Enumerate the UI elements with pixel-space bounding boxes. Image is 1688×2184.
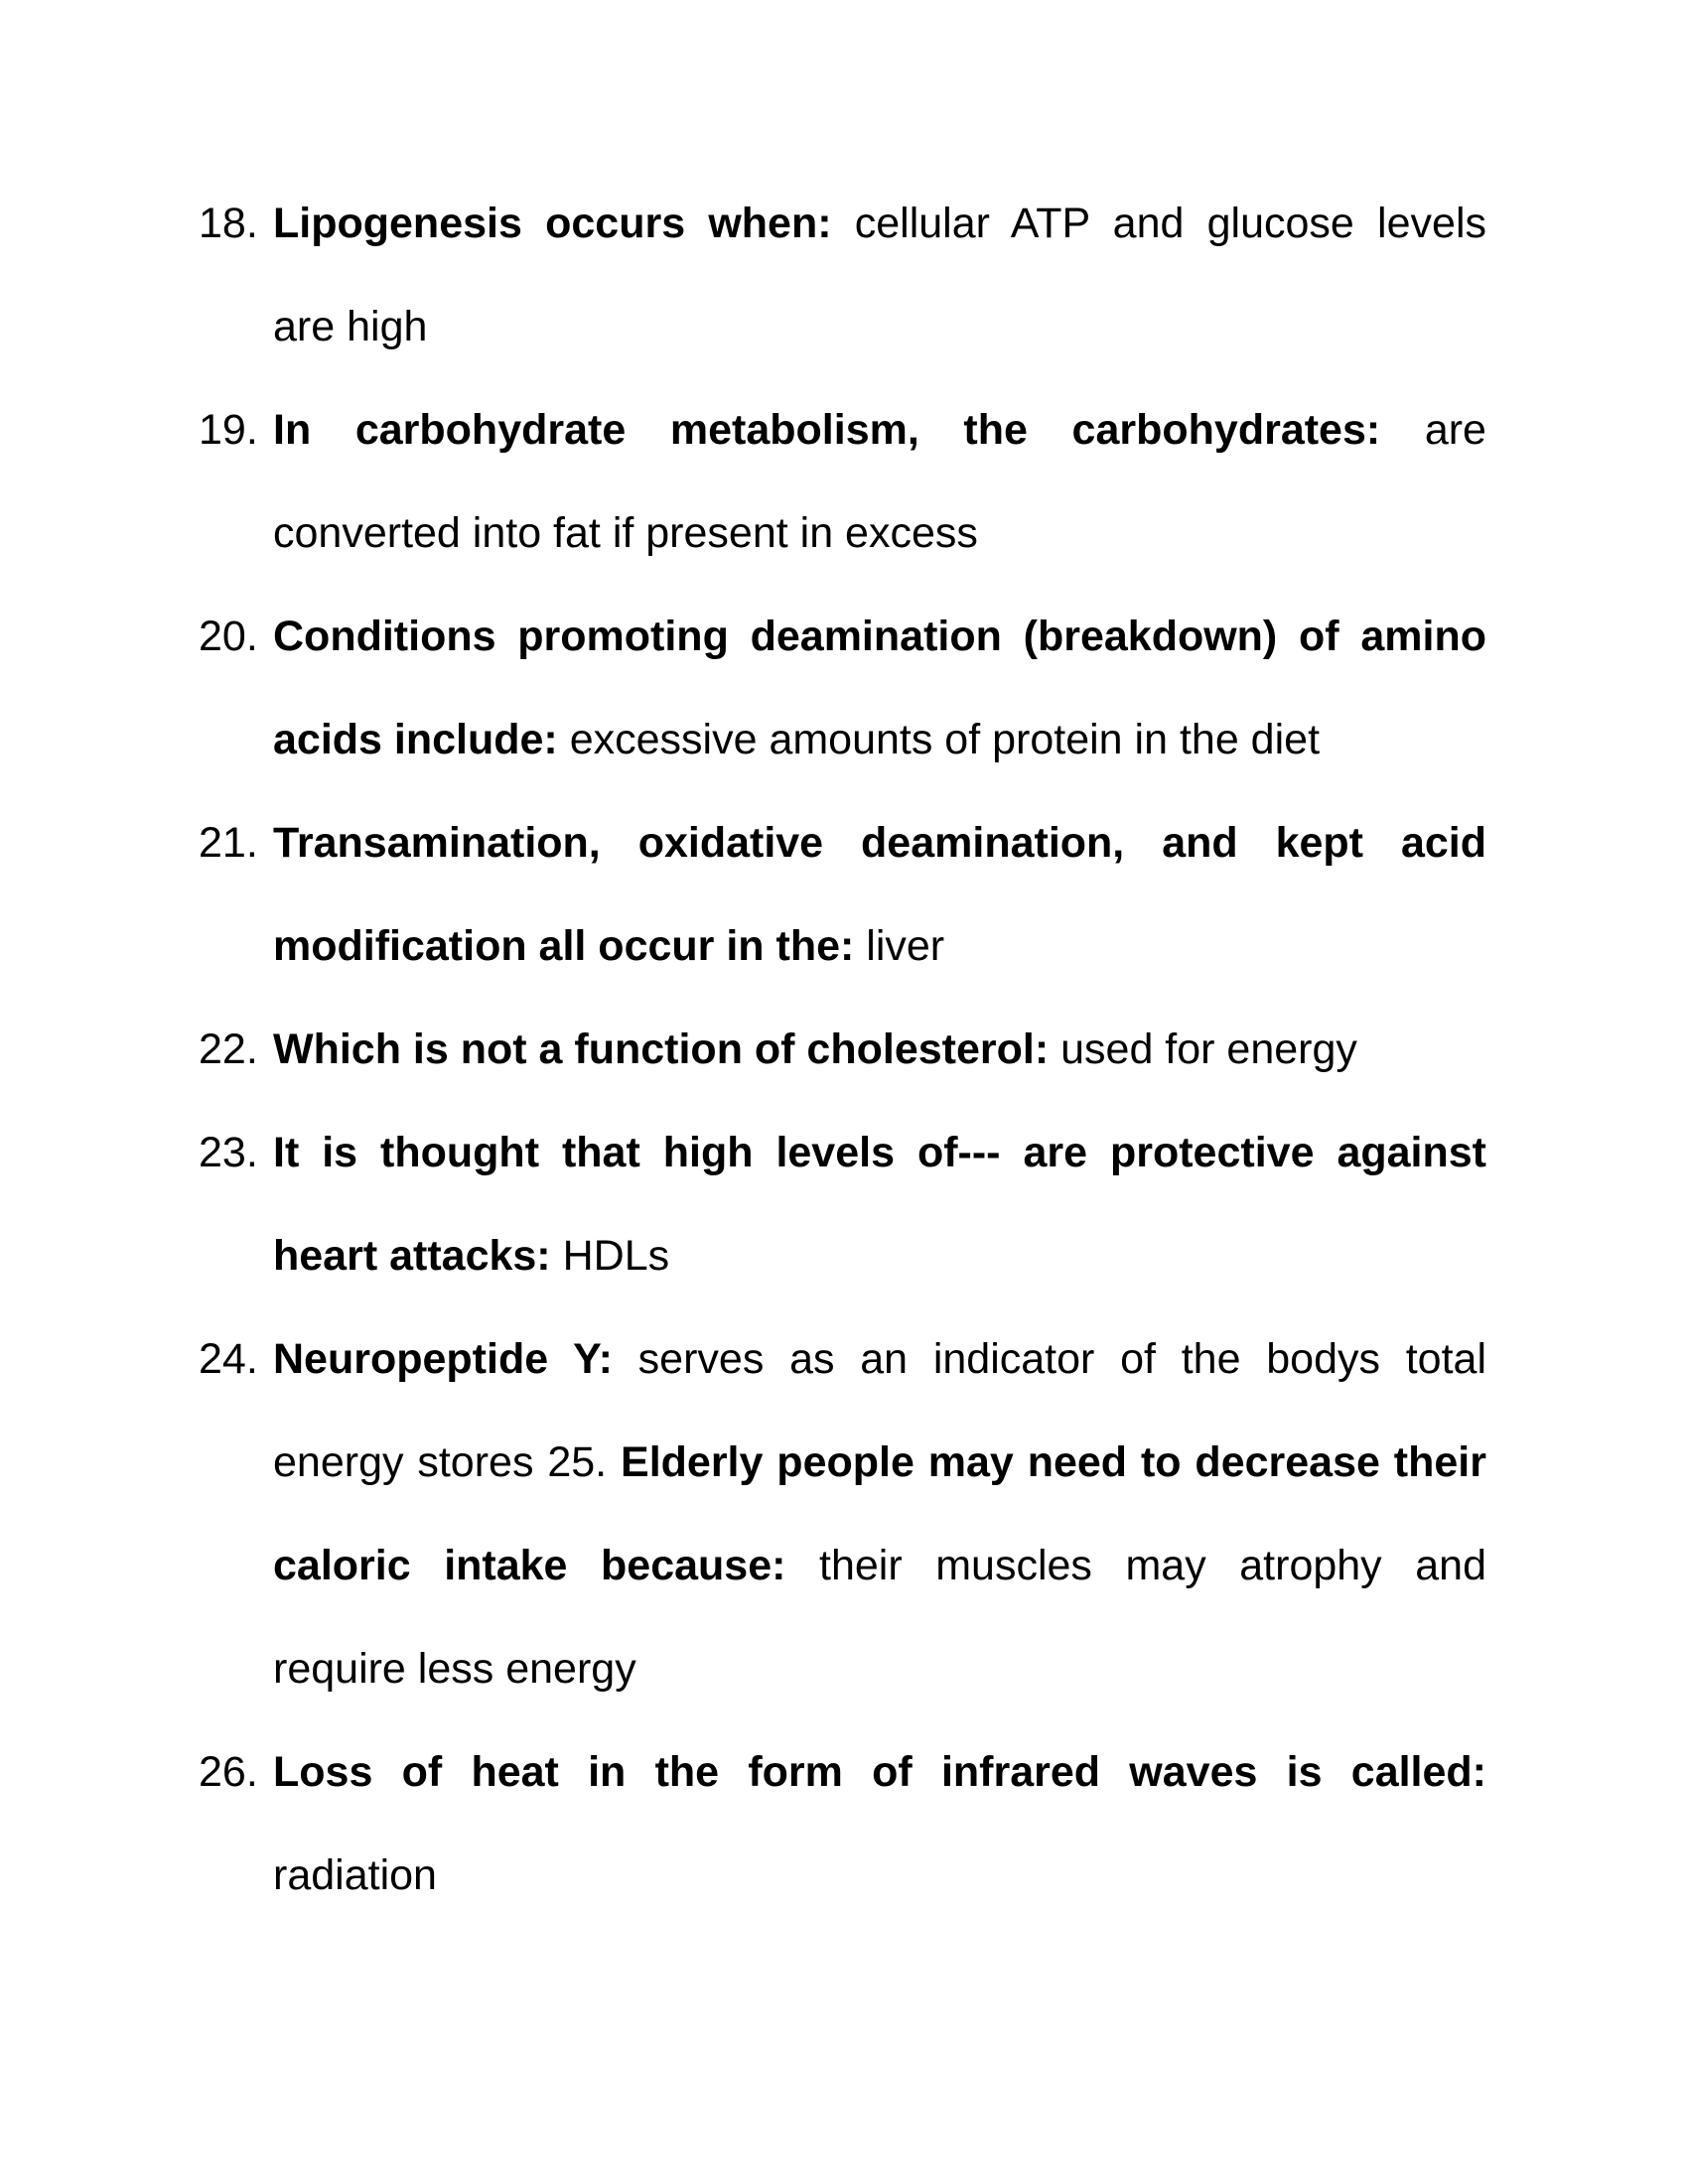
question-text: It is thought that high levels of--- are protective against (273, 1129, 1486, 1176)
list-item-number: 21. (199, 819, 258, 867)
answer-text: radiation (273, 1851, 437, 1899)
question-text: Elderly people may need to decrease their (621, 1438, 1486, 1486)
answer-text: their muscles may atrophy and (785, 1542, 1486, 1589)
question-text: Loss of heat in the form of infrared waves is called: (273, 1748, 1486, 1796)
question-text: Neuropeptide Y: (273, 1335, 613, 1383)
question-text: modification all occur in the: (273, 922, 855, 970)
text-line (273, 1617, 1486, 1720)
text-line (273, 481, 1486, 585)
answer-text: excessive amounts of protein in the diet (557, 716, 1321, 763)
text-line (273, 1411, 1486, 1514)
list-item-number: 24. (199, 1335, 258, 1383)
text-line (199, 1720, 1486, 1824)
question-text: caloric intake because: (273, 1542, 786, 1589)
answer-text: converted into fat if present in excess (273, 509, 978, 557)
answer-text: used for energy (1049, 1025, 1357, 1073)
answer-text: liver (854, 922, 945, 970)
list-item-number: 18. (199, 200, 258, 247)
list-item-number: 23. (199, 1129, 258, 1176)
document-body (199, 172, 1487, 1927)
text-line (199, 1101, 1486, 1204)
answer-text: serves as an indicator of the bodys total (612, 1335, 1487, 1383)
answer-text: HDLs (550, 1232, 670, 1280)
text-line (199, 378, 1486, 481)
text-line (273, 1824, 1486, 1927)
text-line (199, 1307, 1487, 1411)
list-item-number: 26. (199, 1748, 258, 1796)
question-text: acids include: (273, 716, 558, 763)
text-line (273, 688, 1486, 791)
text-line (199, 585, 1486, 688)
text-line (199, 791, 1486, 894)
question-text: Lipogenesis occurs when: (273, 200, 832, 247)
question-text: In carbohydrate metabolism, the carbohydrates: (273, 406, 1381, 454)
text-line (273, 1514, 1486, 1617)
list-item-number: 22. (199, 1025, 258, 1073)
answer-text: energy stores 25. (273, 1438, 622, 1486)
answer-text: cellular ATP and glucose levels (831, 200, 1486, 247)
answer-text: are (1380, 406, 1486, 454)
question-text: Which is not a function of cholesterol: (273, 1025, 1050, 1073)
text-line (273, 894, 1486, 998)
text-line (273, 275, 1486, 378)
answer-text: are high (273, 303, 428, 350)
question-text: Conditions promoting deamination (breakdown) of amino (273, 613, 1486, 660)
text-line (199, 998, 1486, 1101)
text-line (199, 172, 1486, 275)
question-text: Transamination, oxidative deamination, and kept acid (273, 819, 1486, 867)
list-item-number: 19. (199, 406, 258, 454)
question-text: heart attacks: (273, 1232, 551, 1280)
list-item-number: 20. (199, 613, 258, 660)
answer-text: require less energy (273, 1645, 636, 1693)
text-line (273, 1204, 1486, 1307)
